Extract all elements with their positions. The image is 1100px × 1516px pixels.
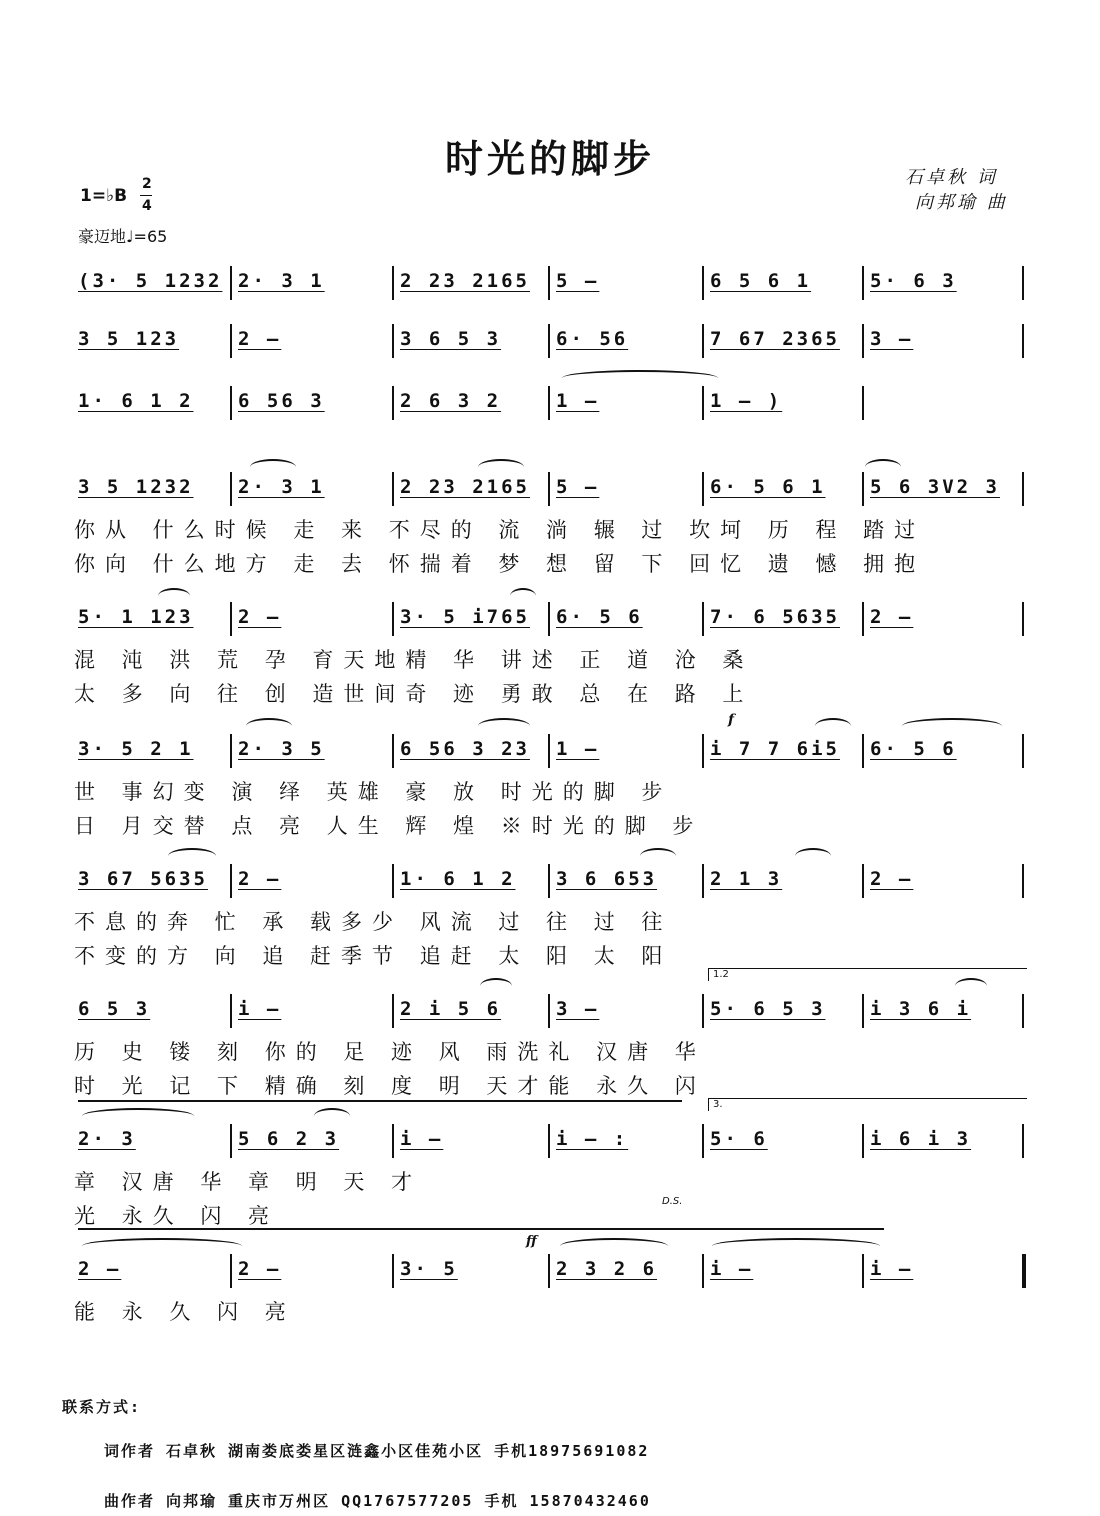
lyric-line: 世 事幻变 演 绎 英雄 豪 放 时光的脚 步: [74, 780, 673, 804]
lyric-line: 章 汉唐 华 章 明 天 才: [74, 1170, 423, 1194]
bar-line: [702, 864, 704, 898]
bar-line: [1022, 864, 1024, 898]
slur-mark: [510, 588, 536, 604]
measure: 2 –: [870, 868, 914, 890]
time-signature-numerator: 2: [142, 176, 152, 192]
notes-row: [70, 266, 1030, 300]
measure: 2· 3 1: [238, 476, 325, 498]
measure: i –: [238, 998, 282, 1020]
bar-line: [230, 1254, 232, 1288]
measure: 3 5 123: [78, 328, 180, 350]
score-title: 时光的脚步: [444, 136, 655, 181]
slur-mark: [314, 1108, 350, 1124]
bar-line: [548, 734, 550, 768]
lyric-line: 不变的方 向 追 赶季节 追赶 太 阳 太 阳: [74, 944, 673, 968]
measure: 2 –: [870, 606, 914, 628]
bar-line: [862, 602, 864, 636]
bar-line: [702, 386, 704, 420]
bar-line: [1022, 734, 1024, 768]
bar-line: [862, 864, 864, 898]
lyric-line: 混 沌 洪 荒 孕 育天地精 华 讲述 正 道 沧 桑: [74, 648, 754, 672]
volta-1-2: 1.2: [708, 968, 1027, 981]
notes-row: [70, 864, 1030, 898]
bar-line: [1022, 266, 1024, 300]
measure: i 3 6 i: [870, 998, 972, 1020]
notes-row: [70, 1124, 1030, 1158]
bar-line: [702, 472, 704, 506]
measure: 5 –: [556, 270, 600, 292]
bar-line: [1022, 602, 1024, 636]
bar-line: [230, 994, 232, 1028]
bar-line: [862, 1124, 864, 1158]
measure: i –: [710, 1258, 754, 1280]
tempo-marking: 豪迈地♩=65: [78, 227, 168, 246]
slur-mark: [815, 718, 851, 734]
measure: 6· 5 6: [556, 606, 643, 628]
measure: 2 –: [238, 1258, 282, 1280]
composer-contact: 曲作者 向邦瑜 重庆市万州区 QQ1767577205 手机 15870432460: [104, 1492, 651, 1510]
slur-mark: [480, 978, 512, 994]
bar-line: [702, 1254, 704, 1288]
bar-line: [862, 1254, 864, 1288]
bar-line: [230, 386, 232, 420]
key-signature: 1=♭B: [80, 186, 128, 206]
bar-line: [548, 386, 550, 420]
bar-line: [862, 386, 864, 420]
slur-mark: [168, 848, 216, 864]
measure: 5· 1 123: [78, 606, 194, 628]
measure: 2 1 3: [710, 868, 783, 890]
measure: 6· 5 6 1: [710, 476, 826, 498]
lyric-line: 你向 什么地方 走 去 怀揣着 梦 想 留 下 回忆 遗 憾 拥抱: [74, 552, 926, 576]
measure: 2 –: [238, 606, 282, 628]
bar-line: [702, 602, 704, 636]
measure: 5 6 2 3: [238, 1128, 340, 1150]
bar-line: [392, 1254, 394, 1288]
measure: 3 67 5635: [78, 868, 208, 890]
slur-mark: [158, 588, 190, 604]
bar-line: [548, 602, 550, 636]
repeat-bracket-line: [78, 1100, 682, 1102]
bar-line: [1022, 472, 1024, 506]
bar-line: [702, 266, 704, 300]
measure: 2 i 5 6: [400, 998, 502, 1020]
measure: 5 6 3V2 3: [870, 476, 1000, 498]
slur-mark: [902, 718, 1002, 734]
measure: 5· 6: [710, 1128, 768, 1150]
bar-line: [702, 1124, 704, 1158]
bar-line: [230, 472, 232, 506]
measure: 2 23 2165: [400, 270, 530, 292]
measure: 2 23 2165: [400, 476, 530, 498]
slur-mark: [82, 1238, 242, 1254]
slur-mark: [478, 459, 524, 475]
bar-line: [392, 1124, 394, 1158]
bar-line: [862, 994, 864, 1028]
bar-line: [392, 602, 394, 636]
measure: 3 –: [556, 998, 600, 1020]
bar-line: [392, 386, 394, 420]
lyricist-contact: 词作者 石卓秋 湖南娄底娄星区涟鑫小区佳苑小区 手机18975691082: [104, 1442, 650, 1460]
measure: 6 5 3: [78, 998, 151, 1020]
measure: 3 –: [870, 328, 914, 350]
measure: i –: [870, 1258, 914, 1280]
measure: 6· 5 6: [870, 738, 957, 760]
lyric-line: 历 史 镂 刻 你的 足 迹 风 雨洗礼 汉唐 华: [74, 1040, 706, 1064]
bar-line: [1022, 1124, 1024, 1158]
measure: 5· 6 3: [870, 270, 957, 292]
lyric-line: 不息的奔 忙 承 载多少 风流 过 往 过 往: [74, 910, 673, 934]
measure: 2 3 2 6: [556, 1258, 658, 1280]
lyric-line: 时 光 记 下 精确 刻 度 明 天才能 永久 闪: [74, 1074, 706, 1098]
measure: i 7 7 6i5: [710, 738, 840, 760]
slur-mark: [712, 1238, 880, 1254]
bar-line: [1022, 1254, 1026, 1288]
measure: 2 –: [78, 1258, 122, 1280]
bar-line: [548, 266, 550, 300]
bar-line: [392, 472, 394, 506]
slur-mark: [865, 459, 901, 475]
time-signature-rule: [140, 195, 152, 196]
measure: 3 5 1232: [78, 476, 194, 498]
lyric-line: 能 永 久 闪 亮: [74, 1300, 296, 1324]
slur-mark: [82, 1108, 194, 1124]
measure: (3· 5 1232: [78, 270, 223, 292]
ds-mark: D.S.: [662, 1196, 683, 1207]
measure: 1 –: [556, 390, 600, 412]
measure: 5 –: [556, 476, 600, 498]
bar-line: [230, 734, 232, 768]
slur-mark: [478, 718, 530, 734]
fortissimo-mark: ff: [526, 1234, 537, 1249]
bar-line: [392, 324, 394, 358]
composer-credit: 向邦瑜 曲: [915, 192, 1008, 213]
measure: 7· 6 5635: [710, 606, 840, 628]
notes-row: [70, 472, 1030, 506]
measure: 2· 3: [78, 1128, 136, 1150]
bar-line: [392, 864, 394, 898]
measure: 2 –: [238, 868, 282, 890]
slur-mark: [640, 848, 676, 864]
coda-bracket-line: [78, 1228, 884, 1230]
measure: 1 –: [556, 738, 600, 760]
bar-line: [230, 266, 232, 300]
notes-row: [70, 1254, 1030, 1288]
bar-line: [548, 864, 550, 898]
bar-line: [230, 324, 232, 358]
measure: 5· 6 5 3: [710, 998, 826, 1020]
measure: 3· 5 i765: [400, 606, 530, 628]
bar-line: [548, 472, 550, 506]
slur-mark: [560, 1238, 668, 1254]
lyric-line: 你从 什么时候 走 来 不尽的 流 淌 辗 过 坎坷 历 程 踏过: [74, 518, 926, 542]
bar-line: [548, 324, 550, 358]
bar-line: [392, 994, 394, 1028]
measure: 6 56 3 23: [400, 738, 530, 760]
bar-line: [548, 1254, 550, 1288]
volta-3: 3.: [708, 1098, 1027, 1111]
lyric-line: 日 月交替 点 亮 人生 辉 煌 ※时光的脚 步: [74, 814, 704, 838]
notes-row: [70, 994, 1030, 1028]
bar-line: [392, 266, 394, 300]
bar-line: [392, 734, 394, 768]
measure: 1 – ): [710, 390, 783, 412]
measure: 2 –: [238, 328, 282, 350]
measure: 3 6 653: [556, 868, 658, 890]
measure: 2 6 3 2: [400, 390, 502, 412]
notes-row: [70, 602, 1030, 636]
bar-line: [862, 266, 864, 300]
measure: 2· 3 5: [238, 738, 325, 760]
time-signature-denominator: 4: [142, 198, 152, 214]
bar-line: [230, 1124, 232, 1158]
bar-line: [862, 472, 864, 506]
bar-line: [230, 864, 232, 898]
measure: 6 5 6 1: [710, 270, 812, 292]
measure: 7 67 2365: [710, 328, 840, 350]
measure: i –: [400, 1128, 444, 1150]
bar-line: [548, 994, 550, 1028]
measure: 6· 56: [556, 328, 629, 350]
bar-line: [230, 602, 232, 636]
bar-line: [702, 324, 704, 358]
forte-mark: f: [728, 712, 735, 728]
bar-line: [548, 1124, 550, 1158]
notes-row: [70, 386, 1030, 420]
notes-row: [70, 324, 1030, 358]
measure: i – :: [556, 1128, 629, 1150]
contact-heading: 联系方式:: [62, 1398, 142, 1416]
slur-mark: [250, 459, 296, 475]
bar-line: [1022, 994, 1024, 1028]
measure: 1· 6 1 2: [400, 868, 516, 890]
lyricist-credit: 石卓秋 词: [905, 167, 998, 188]
slur-mark: [246, 718, 292, 734]
bar-line: [702, 994, 704, 1028]
measure: 1· 6 1 2: [78, 390, 194, 412]
tie-mark: [562, 370, 718, 386]
measure: 6 56 3: [238, 390, 325, 412]
bar-line: [1022, 324, 1024, 358]
measure: 2· 3 1: [238, 270, 325, 292]
measure: 3 6 5 3: [400, 328, 502, 350]
measure: 3· 5 2 1: [78, 738, 194, 760]
lyric-line: 太 多 向 往 创 造世间奇 迹 勇敢 总 在 路 上: [74, 682, 754, 706]
measure: i 6 i 3: [870, 1128, 972, 1150]
bar-line: [862, 734, 864, 768]
bar-line: [702, 734, 704, 768]
slur-mark: [795, 848, 831, 864]
lyric-line: 光 永久 闪 亮: [74, 1204, 280, 1228]
notes-row: [70, 734, 1030, 768]
measure: 3· 5: [400, 1258, 458, 1280]
bar-line: [862, 324, 864, 358]
